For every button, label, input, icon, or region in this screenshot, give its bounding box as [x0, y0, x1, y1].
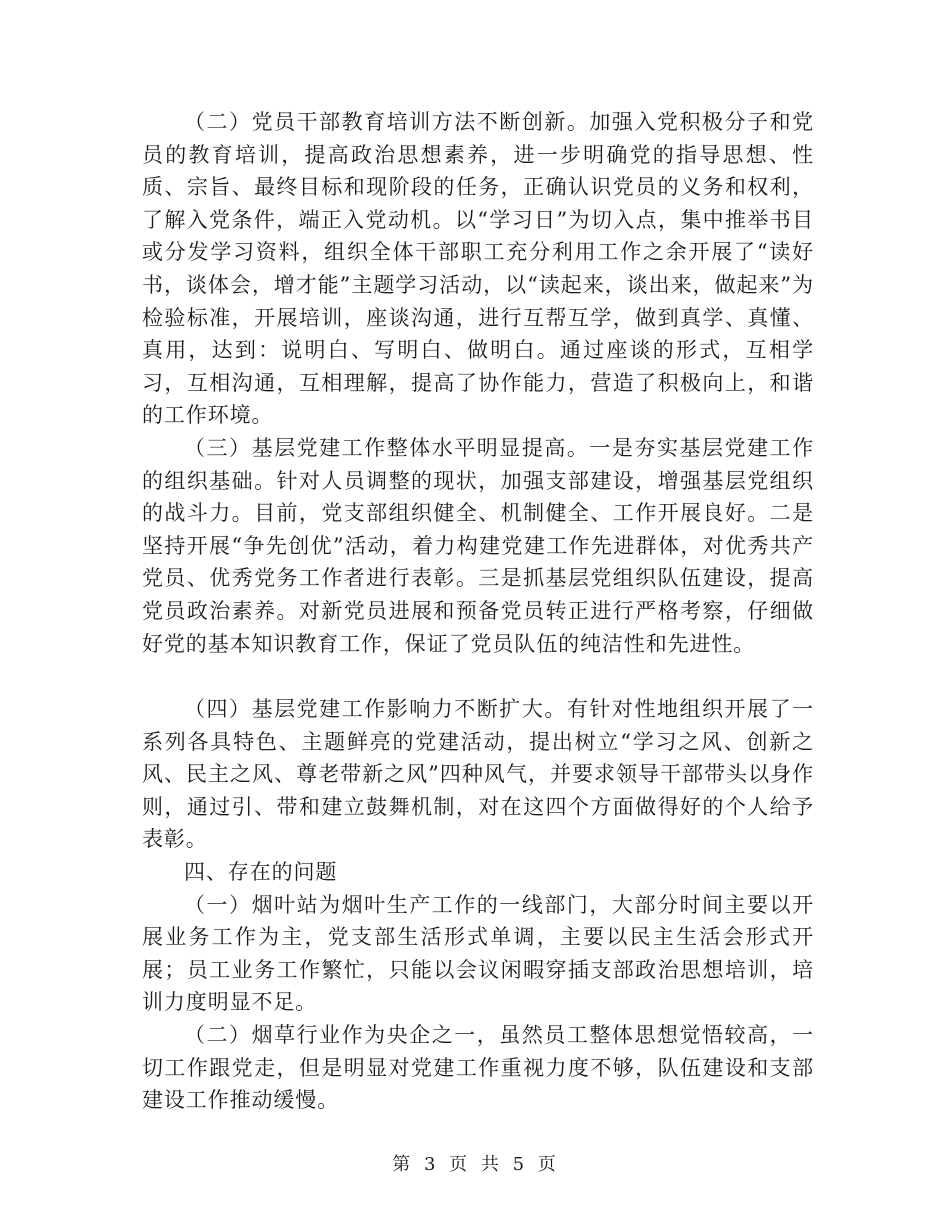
page-number-footer: 第 3 页 共 5 页 — [392, 1154, 558, 1175]
paragraph-education-training: （二）党员干部教育培训方法不断创新。加强入党积极分子和党员的教育培训，提高政治思想素养，进一步明确党的指导思想、性质、宗旨、最终目标和现阶段的任务，正确认识党员的义务和权利，了解入党条件，端正入党动机。以“学习日”为切入点，集中推举书目或分发学习资料，组织全体干部职工充分利用工作之余开展了“读好书，谈体会，增才能”主题学习活动，以“读起来，谈出来，做起来”为检验标准，开展培训，座谈沟通，进行互帮互学，做到真学、真懂、真用，达到：说明白、写明白、做明白。通过座谈的形式，互相学习，互相沟通，互相理解，提高了协作能力，营造了积极向上，和谐的工作环境。 — [142, 110, 814, 428]
paragraph-influence: （四）基层党建工作影响力不断扩大。有针对性地组织开展了一系列各具特色、主题鲜亮的党建活动，提出树立“学习之风、创新之风、民主之风、尊老带新之风”四种风气，并要求领导干部带头以身作则，通过引、带和建立鼓舞机制，对在这四个方面做得好的个人给予表彰。 — [142, 697, 814, 852]
document-body — [142, 106, 814, 1117]
paragraph-grassroots-level: （三）基层党建工作整体水平明显提高。一是夯实基层党建工作的组织基础。针对人员调整的现状，加强支部建设，增强基层党组织的战斗力。目前，党支部组织健全、机制健全、工作开展良好。二是坚持开展“争先创优”活动，着力构建党建工作先进群体，对优秀共产党员、优秀党务工作者进行表彰。三是抓基层党组织队伍建设，提高党员政治素养。对新党员进展和预备党员转正进行严格考察，仔细做好党的基本知识教育工作，保证了党员队伍的纯洁性和先进性。 — [142, 435, 814, 656]
paragraph-spacer — [142, 660, 814, 693]
paragraph-problem-one: （一）烟叶站为烟叶生产工作的一线部门，大部分时间主要以开展业务工作为主，党支部生活形式单调，主要以民主生活会形式开展；员工业务工作繁忙，只能以会议闲暇穿插支部政治思想培训，培训力度明显不足。 — [142, 892, 814, 1015]
paragraph-problem-two: （二）烟草行业作为央企之一，虽然员工整体思想觉悟较高，一切工作跟党走，但是明显对党建工作重视力度不够，队伍建设和支部建设工作推动缓慢。 — [142, 1023, 814, 1113]
section-heading-problems: 四、存在的问题 — [184, 860, 338, 885]
